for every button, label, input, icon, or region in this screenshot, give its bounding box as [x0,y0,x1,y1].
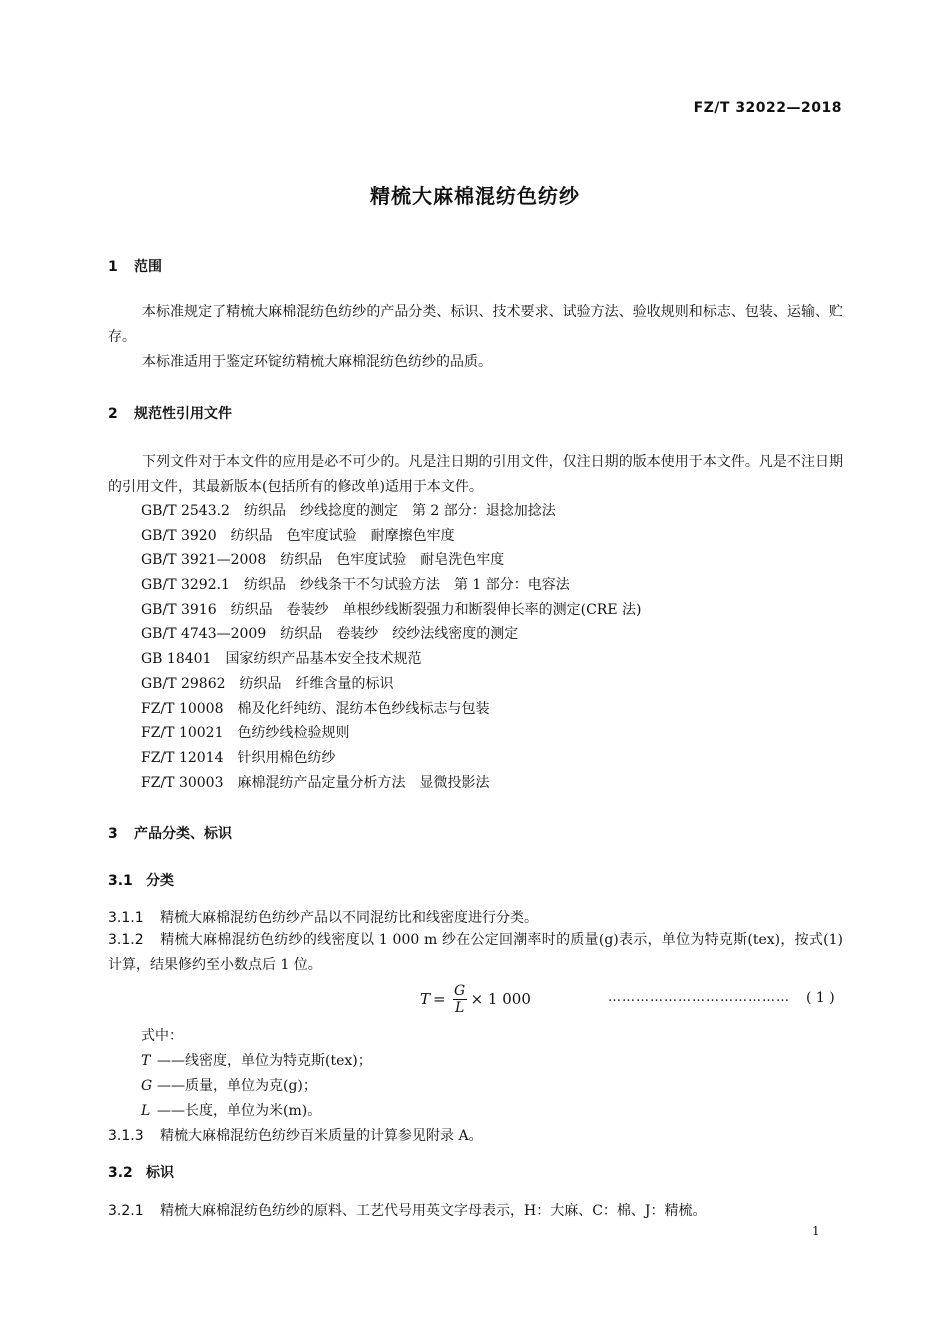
formula-number: ( 1 ) [806,990,835,1006]
clause-3-1-2 [108,928,843,978]
variable-definition [141,1050,372,1070]
section-2-intro: 下列文件对于本文件的应用是必不可少的。凡是注日期的引用文件，仅注日期的版本使用于本文件。凡是不注日期的引用文件，其最新版本(包括所有的修改单)适用于本文件。 [108,454,843,495]
reference-item: GB/T 29862 纺织品 纤维含量的标识 [141,675,394,692]
clause-text: 精梳大麻棉混纺色纺纱的线密度以 1 000 m 纱在公定回潮率时的质量(g)表示，单位为特克斯(tex)，按式(1)计算，结果修约至小数点后 1 位。 [108,932,843,973]
subsection-3-2-heading [108,1162,174,1182]
reference-item: GB/T 3292.1 纺织品 纱线条干不匀试验方法 第 1 部分：电容法 [141,577,570,594]
section-number: 1 [108,259,118,275]
formula-numerator: G [454,982,466,999]
formula-1 [420,982,531,1016]
reference-item: FZ/T 10021 色纺纱线检验规则 [141,725,350,742]
clause-number: 3.1.1 [108,910,144,926]
section-1-heading [108,256,162,276]
reference-item: GB/T 3920 纺织品 色牢度试验 耐摩擦色牢度 [141,527,455,544]
section-number: 3 [108,826,118,842]
subsection-number: 3.2 [108,1165,133,1181]
page-number: 1 [812,1224,820,1238]
variable-symbol: G [141,1078,153,1094]
formula-rhs: × 1 000 [470,990,531,1008]
clause-3-2-1 [108,1200,707,1220]
where-label: 式中： [141,1028,183,1044]
formula-fraction [453,983,467,1016]
clause-3-1-3 [108,1125,483,1145]
reference-item: GB/T 3921—2008 纺织品 色牢度试验 耐皂洗色牢度 [141,552,505,569]
clause-number: 3.2.1 [108,1203,144,1219]
reference-item: GB 18401 国家纺织产品基本安全技术规范 [141,651,422,668]
section-title: 规范性引用文件 [134,406,232,422]
reference-item: GB/T 2543.2 纺织品 纱线捻度的测定 第 2 部分：退捻加捻法 [141,503,556,519]
section-3-heading [108,823,232,843]
variable-description: ——长度，单位为米(m)。 [157,1103,322,1119]
section-1-paragraph-1: 本标准规定了精梳大麻棉混纺色纺纱的产品分类、标识、技术要求、试验方法、验收规则和标志、包装、运输、贮存。 [108,304,843,345]
subsection-number: 3.1 [108,873,133,889]
subsection-3-1-heading [108,870,174,890]
clause-text: 精梳大麻棉混纺色纺纱的原料、工艺代号用英文字母表示，H：大麻、C：棉、J：精梳。 [160,1203,707,1219]
variable-description: ——质量，单位为克(g)； [157,1078,317,1094]
reference-item: GB/T 4743—2009 纺织品 卷装纱 绞纱法线密度的测定 [141,626,519,643]
variable-definition [141,1075,317,1095]
subsection-title: 标识 [146,1165,174,1181]
clause-number: 3.1.3 [108,1128,144,1144]
clause-number: 3.1.2 [108,932,144,948]
clause-text: 精梳大麻棉混纺色纺纱产品以不同混纺比和线密度进行分类。 [160,910,538,926]
reference-item: FZ/T 12014 针织用棉色纺纱 [141,749,336,766]
variable-symbol: L [141,1103,151,1119]
section-number: 2 [108,406,118,422]
formula-denominator: L [454,999,465,1016]
section-1-paragraph-2: 本标准适用于鉴定环锭纺精梳大麻棉混纺色纺纱的品质。 [142,354,492,370]
reference-item: GB/T 3916 纺织品 卷装纱 单根纱线断裂强力和断裂伸长率的测定(CRE 法) [141,601,642,618]
subsection-title: 分类 [146,873,174,889]
formula-lhs: T [420,990,431,1008]
document-title: 精梳大麻棉混纺色纺纱 [370,184,580,208]
variable-definition [141,1100,321,1120]
variable-description: ——线密度，单位为特克斯(tex)； [157,1053,372,1069]
clause-text: 精梳大麻棉混纺色纺纱百米质量的计算参见附录 A。 [160,1128,483,1144]
variable-symbol: T [141,1053,151,1069]
reference-item: FZ/T 10008 棉及化纤纯纺、混纺本色纱线标志与包装 [141,700,490,717]
reference-item: FZ/T 30003 麻棉混纺产品定量分析方法 显微投影法 [141,774,490,791]
formula-leader-dots: ………………………………… [608,990,790,1005]
section-2-heading [108,403,232,423]
formula-equals: = [433,990,446,1008]
clause-3-1-1 [108,907,538,927]
reference-list [141,499,641,795]
standard-number: FZ/T 32022—2018 [693,100,842,116]
section-title: 范围 [134,259,162,275]
section-title: 产品分类、标识 [134,826,232,842]
